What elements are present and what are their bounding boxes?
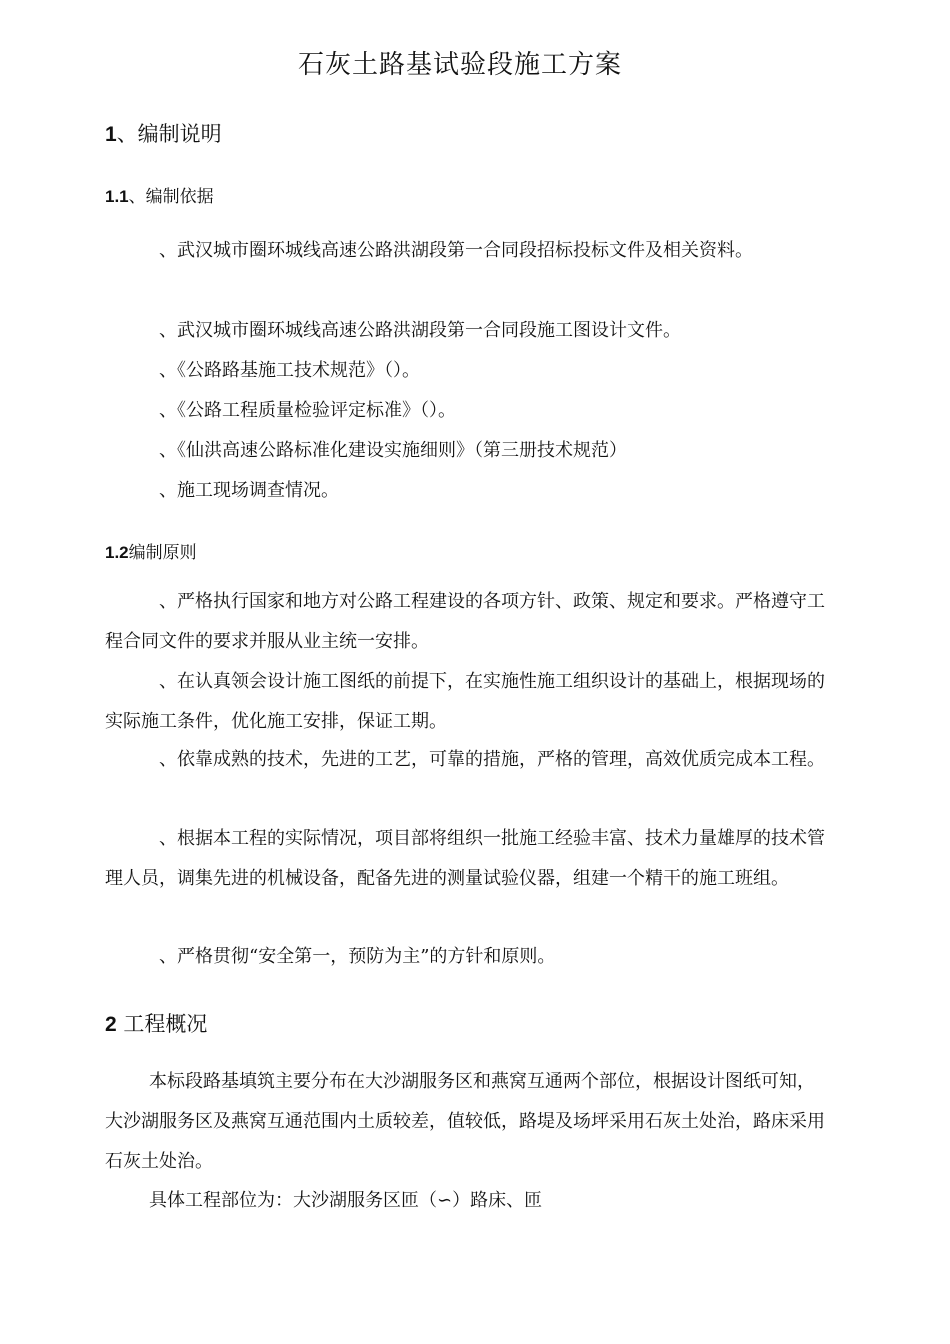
section-heading-1-1 [105, 182, 214, 207]
section-number: 2 [105, 1013, 117, 1036]
section-number: 1 [105, 123, 117, 146]
overview-paragraph-2: 具体工程部位为：大沙湖服务区匝（∽）路床、匝 [149, 1190, 543, 1211]
section-number: 1.1 [105, 187, 129, 206]
principle-item-4: 、根据本工程的实际情况，项目部将组织一批施工经验丰富、技术力量雄厚的技术管理人员，调集先进的机械设备，配备先进的测量试验仪器，组建一个精干的施工班组。 [105, 828, 825, 889]
document-title: 石灰土路基试验段施工方案 [297, 50, 622, 80]
section-label: 、编制依据 [128, 187, 214, 207]
principle-item-5: 、严格贯彻“安全第一，预防为主”的方针和原则。 [159, 946, 556, 967]
principle-item-1: 、严格执行国家和地方对公路工程建设的各项方针、政策、规定和要求。严格遵守工程合同文件的要求并服从业主统一安排。 [105, 591, 825, 652]
section-number: 1.2 [105, 543, 129, 562]
basis-item-6: 、施工现场调查情况。 [159, 480, 339, 501]
section-label: 工程概况 [123, 1012, 208, 1036]
basis-item-5: 、《仙洪高速公路标准化建设实施细则》（第三册技术规范） [159, 440, 627, 461]
overview-paragraph-1: 本标段路基填筑主要分布在大沙湖服务区和燕窝互通两个部位，根据设计图纸可知，大沙湖服务区及燕窝互通范围内土质较差，值较低，路堤及场坪采用石灰土处治，路床采用石灰土处治。 [105, 1071, 825, 1172]
basis-item-4: 、《公路工程质量检验评定标准》（）。 [159, 400, 456, 421]
principle-item-2: 、在认真领会设计施工图纸的前提下，在实施性施工组织设计的基础上，根据现场的实际施工条件，优化施工安排，保证工期。 [105, 671, 825, 732]
principle-item-3: 、依靠成熟的技术，先进的工艺，可靠的措施，严格的管理，高效优质完成本工程。 [159, 749, 825, 770]
section-heading-1 [105, 118, 222, 148]
basis-item-3: 、《公路路基施工技术规范》（）。 [159, 360, 420, 381]
section-label: 编制原则 [128, 543, 197, 563]
section-heading-1-2 [105, 538, 197, 563]
basis-item-2: 、武汉城市圈环城线高速公路洪湖段第一合同段施工图设计文件。 [159, 320, 681, 341]
section-heading-2 [105, 1008, 207, 1038]
basis-item-1: 、武汉城市圈环城线高速公路洪湖段第一合同段招标投标文件及相关资料。 [159, 240, 753, 261]
section-label: 、编制说明 [116, 122, 222, 146]
